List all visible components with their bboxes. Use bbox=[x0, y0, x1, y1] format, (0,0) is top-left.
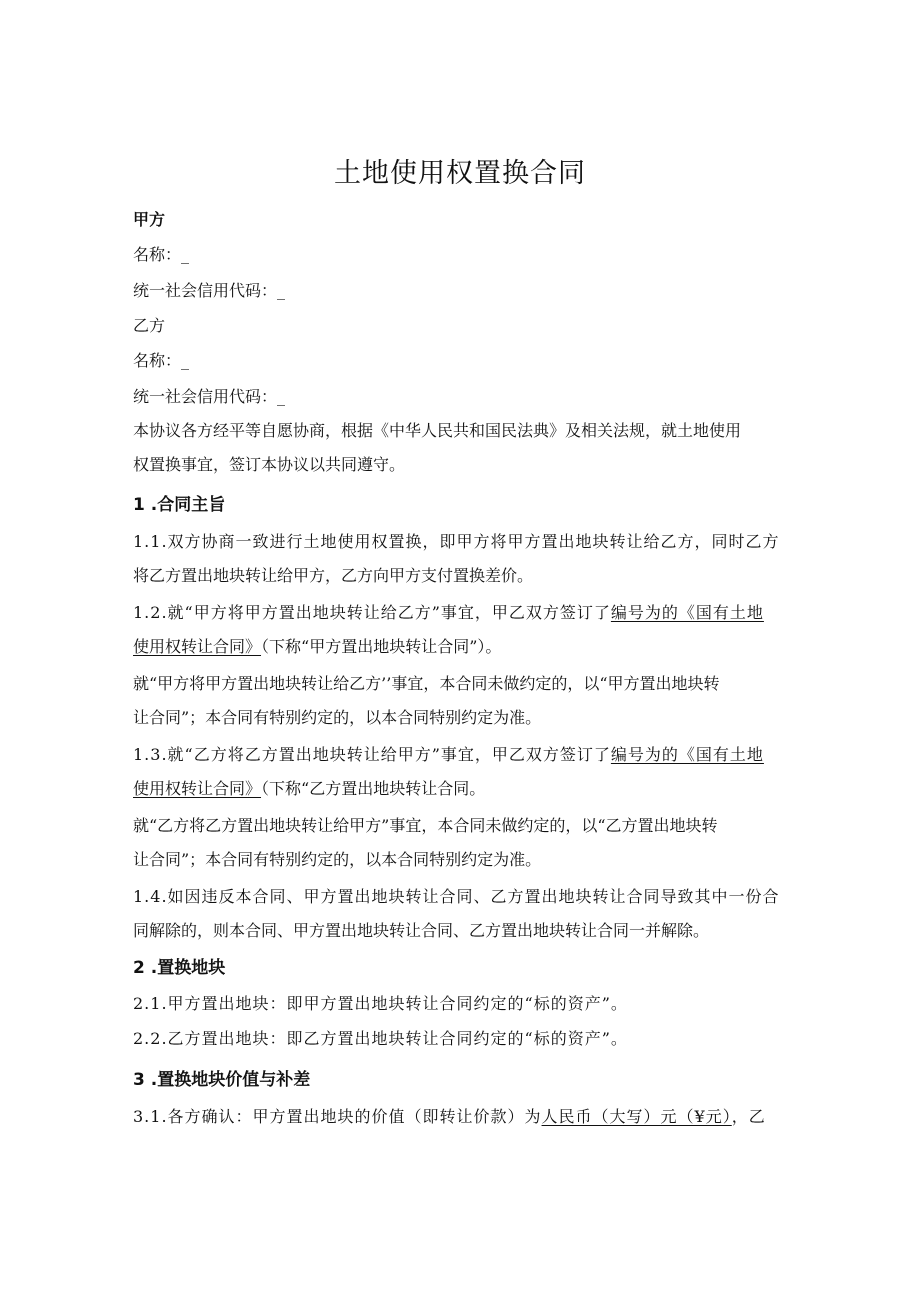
clause-2-2-line: 2.2.乙方置出地块：即乙方置出地块转让合同约定的“标的资产”。 bbox=[133, 1029, 628, 1048]
document-title: 土地使用权置换合同 bbox=[334, 158, 586, 189]
preamble-line: 本协议各方经平等自愿协商，根据《中华人民共和国民法典》及相关法规，就土地使用 bbox=[133, 421, 742, 440]
party-b-code-line: 统一社会信用代码：_ bbox=[133, 387, 286, 406]
clause-3-1-text: 3.1.各方确认：甲方置出地块的价值（即转让价款）为 bbox=[133, 1107, 542, 1126]
clause-1-2-note-line: 让合同”；本合同有特别约定的，以本合同特别约定为准。 bbox=[133, 708, 542, 727]
clause-2-1-line: 2.1.甲方置出地块：即甲方置出地块转让合同约定的“标的资产”。 bbox=[133, 994, 628, 1013]
preamble-line: 权置换事宜，签订本协议以共同遵守。 bbox=[133, 455, 406, 474]
clause-1-3-line bbox=[133, 742, 793, 768]
clause-3-1-text: ，乙 bbox=[731, 1107, 766, 1126]
party-a-label: 甲方 bbox=[133, 210, 166, 229]
clause-1-4-line: 1.4.如因违反本合同、甲方置出地块转让合同、乙方置出地块转让合同导致其中一份合 bbox=[133, 887, 780, 906]
clause-1-2-line bbox=[133, 634, 793, 660]
clause-1-2-contract-ref: 使用权转让合同》 bbox=[133, 637, 262, 656]
party-b-label: 乙方 bbox=[133, 316, 166, 335]
clause-3-1-price-blank: 人民币（大写）元（¥元） bbox=[541, 1107, 732, 1126]
clause-1-4-line: 同解除的，则本合同、甲方置出地块转让合同、乙方置出地块转让合同一并解除。 bbox=[133, 921, 710, 940]
clause-1-3-contract-ref: 编号为的《国有土地 bbox=[610, 745, 764, 764]
clause-1-2-line bbox=[133, 600, 793, 626]
clause-1-3-contract-ref: 使用权转让合同》 bbox=[133, 779, 262, 798]
clause-1-1-line: 将乙方置出地块转让给甲方，乙方向甲方支付置换差价。 bbox=[133, 566, 534, 585]
party-b-name-line: 名称：_ bbox=[133, 351, 190, 370]
clause-1-3-note-line: 就“乙方将乙方置出地块转让给甲方”事宜，本合同未做约定的，以“乙方置出地块转 bbox=[133, 816, 718, 835]
clause-1-2-contract-ref: 编号为的《国有土地 bbox=[610, 603, 764, 622]
party-a-name-line: 名称：_ bbox=[133, 245, 190, 264]
party-a-code-line: 统一社会信用代码：_ bbox=[133, 281, 286, 300]
clause-1-2-text: 1.2.就“甲方将甲方置出地块转让给乙方”事宜，甲乙双方签订了 bbox=[133, 603, 611, 622]
clause-1-3-line bbox=[133, 776, 793, 802]
section-1-heading: 1 .合同主旨 bbox=[133, 495, 226, 515]
clause-1-2-text: （下称“甲方置出地块转让合同”）。 bbox=[261, 637, 502, 656]
clause-1-2-note-line: 就“甲方将甲方置出地块转让给乙方’’事宜，本合同未做约定的，以“甲方置出地块转 bbox=[133, 674, 720, 693]
section-2-heading: 2 .置换地块 bbox=[133, 958, 226, 978]
clause-1-1-line: 1.1.双方协商一致进行土地使用权置换，即甲方将甲方置出地块转让给乙方，同时乙方 bbox=[133, 532, 780, 551]
clause-1-3-note-line: 让合同”；本合同有特别约定的，以本合同特别约定为准。 bbox=[133, 850, 542, 869]
clause-1-3-text: 1.3.就“乙方将乙方置出地块转让给甲方”事宜，甲乙双方签订了 bbox=[133, 745, 611, 764]
clause-1-3-text: （下称“乙方置出地块转让合同。 bbox=[261, 779, 486, 798]
section-3-heading: 3 .置换地块价值与补差 bbox=[133, 1070, 311, 1090]
clause-3-1-line bbox=[133, 1104, 793, 1130]
